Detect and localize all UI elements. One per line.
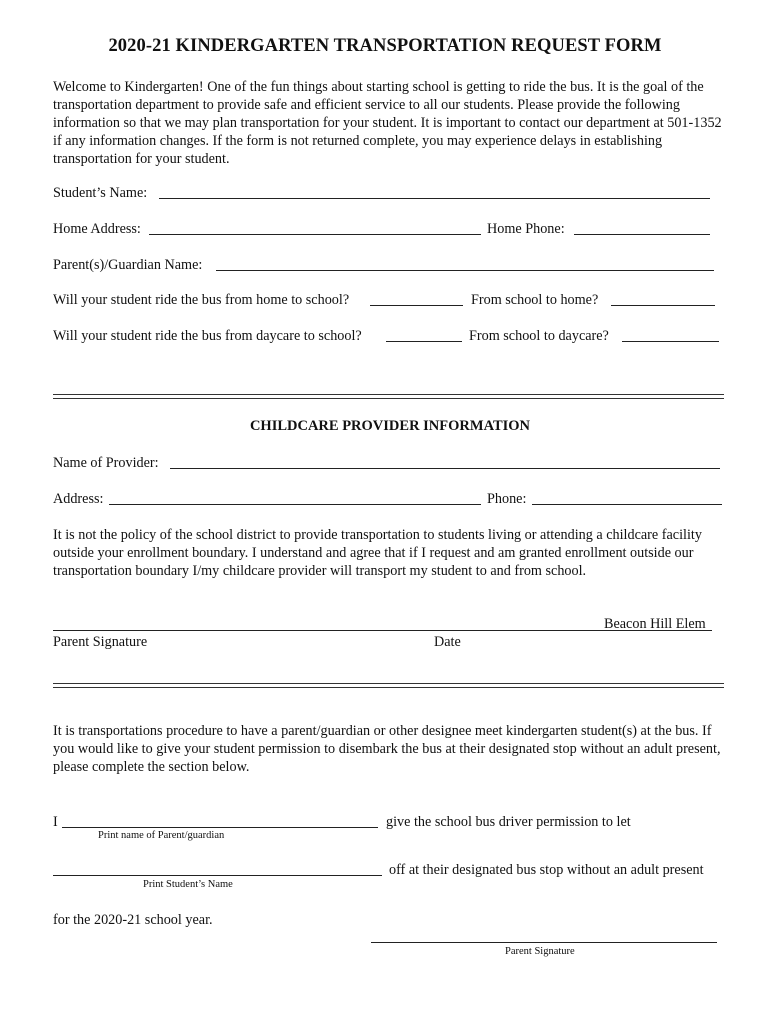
intro-paragraph: Welcome to Kindergarten! One of the fun things about starting school is getting to ride the bus. It is the goal of the transportation department to provide safe and efficient service to all our students. Please provide the following information so that we may plan transportation for your student. It is important to contact our department at 501-1352 if any information changes. If the form is not returned complete, you may experience delays in establishing transportation for your student. bbox=[53, 79, 722, 167]
home-address-field[interactable] bbox=[149, 234, 481, 235]
home-phone-field[interactable] bbox=[574, 234, 710, 235]
school-year-text: for the 2020-21 school year. bbox=[53, 912, 213, 928]
provider-address-label: Address: bbox=[53, 491, 104, 507]
home-phone-label: Home Phone: bbox=[487, 221, 565, 237]
date-label: Date bbox=[434, 634, 461, 650]
from-school-home-label: From school to home? bbox=[471, 292, 599, 308]
provider-phone-field[interactable] bbox=[532, 504, 722, 505]
student-print-field[interactable] bbox=[53, 875, 382, 876]
guardian-name-field[interactable] bbox=[216, 270, 714, 271]
form-title: 2020-21 KINDERGARTEN TRANSPORTATION REQUEST FORM bbox=[108, 36, 662, 56]
section-divider bbox=[53, 394, 724, 399]
final-signature-label: Parent Signature bbox=[505, 946, 575, 957]
childcare-heading: CHILDCARE PROVIDER INFORMATION bbox=[249, 418, 531, 434]
permission-text: give the school bus driver permission to let bbox=[386, 814, 631, 830]
print-parent-label: Print name of Parent/guardian bbox=[98, 830, 225, 841]
school-name: Beacon Hill Elem bbox=[604, 616, 706, 632]
guardian-name-label: Parent(s)/Guardian Name: bbox=[53, 257, 203, 273]
ride-home-label: Will your student ride the bus from home to school? bbox=[53, 292, 350, 308]
provider-name-field[interactable] bbox=[170, 468, 720, 469]
parent-signature-field[interactable] bbox=[53, 630, 712, 631]
print-student-label: Print Student’s Name bbox=[143, 879, 233, 890]
procedure-paragraph: It is transportations procedure to have a parent/guardian or other designee meet kindergarten student(s) at the bus. If you would like to give your student permission to disembark the bus at their designated stop without an adult present, please complete the section below. bbox=[53, 723, 721, 775]
provider-name-label: Name of Provider: bbox=[53, 455, 159, 471]
student-name-field[interactable] bbox=[159, 198, 710, 199]
provider-address-field[interactable] bbox=[109, 504, 481, 505]
i-label: I bbox=[53, 814, 58, 830]
ride-home-field[interactable] bbox=[370, 305, 463, 306]
ride-daycare-label: Will your student ride the bus from daycare to school? bbox=[53, 328, 362, 344]
student-name-label: Student’s Name: bbox=[53, 185, 148, 201]
off-text: off at their designated bus stop without an adult present bbox=[389, 862, 704, 878]
from-school-daycare-label: From school to daycare? bbox=[469, 328, 609, 344]
policy-paragraph: It is not the policy of the school district to provide transportation to students living or attending a childcare facility outside your enrollment boundary. I understand and agree that if I request and am granted enrollment outside our transportation boundary I/my childcare provider will transport my student to and from school. bbox=[53, 527, 702, 579]
from-school-daycare-field[interactable] bbox=[622, 341, 719, 342]
provider-phone-label: Phone: bbox=[487, 491, 527, 507]
final-signature-field[interactable] bbox=[371, 942, 717, 943]
ride-daycare-field[interactable] bbox=[386, 341, 462, 342]
home-address-label: Home Address: bbox=[53, 221, 141, 237]
section-divider-2 bbox=[53, 683, 724, 688]
from-school-home-field[interactable] bbox=[611, 305, 715, 306]
parent-signature-label: Parent Signature bbox=[53, 634, 148, 650]
parent-name-field[interactable] bbox=[62, 827, 378, 828]
